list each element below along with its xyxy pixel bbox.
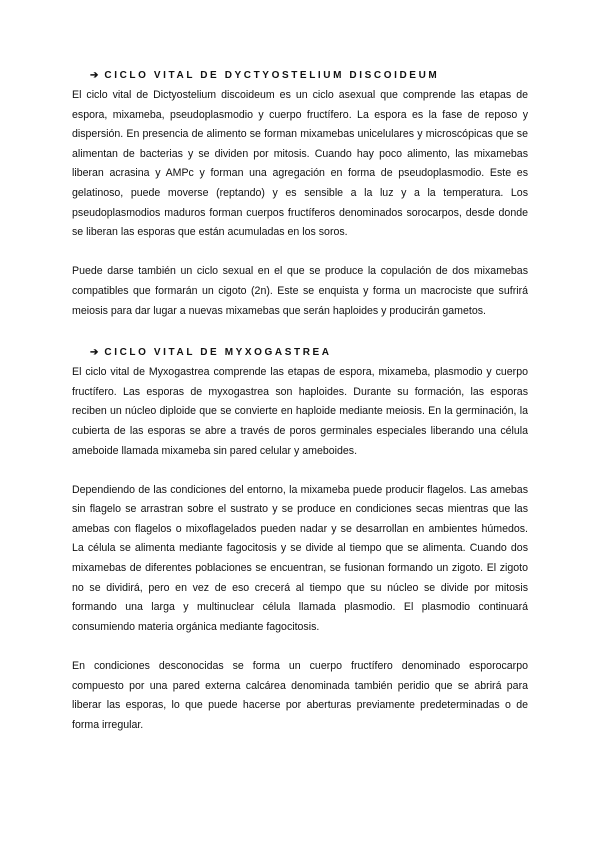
paragraph: Dependiendo de las condiciones del entorno, la mixameba puede producir flagelos. Las amebas sin flagelo se arrastran sobre el sustrato y se produce en condiciones secas mientras que las amebas con flagelos o mixoflagelados pueden nadar y se desarrollan en ambientes húmedos. La célula se alimenta mediante fagocitosis y se divide al tiempo que se alimenta. Cuando dos mixamebas de diferentes poblaciones se encuentran, se fusionan formando un zigoto. El zigoto no se dividirá, pero en vez de eso crecerá al tiempo que su núcleo se divide por mitosis formando una larga y multinuclear célula llamada plasmodio. El plasmodio continuará consumiendo materia orgánica mediante fagocitosis.: [72, 483, 528, 633]
section-title: CICLO VITAL DE MYXOGASTREA: [104, 347, 332, 359]
paragraph: El ciclo vital de Dictyostelium discoideum es un ciclo asexual que comprende las etapas de espora, mixameba, pseudoplasmodio y cuerpo fructífero. La espora es la fase de reposo y dispersión. En presencia de alimento se forman mixamebas unicelulares y microscópicas que se alimentan de bacterias y se dividen por mitosis. Cuando hay poco alimento, las mixamebas liberan acrasina y AMPc y forman una agregación en forma de pseudoplasmodio. Este es gelatinoso, puede moverse (reptando) y es sensible a la luz y a la temperatura. Los pseudoplasmodios maduros forman cuerpos fructíferos denominados sorocarpos, desde donde se liberan las esporas que están acumuladas en los soros.: [72, 89, 528, 239]
document-content: [72, 70, 528, 755]
paragraph: Puede darse también un ciclo sexual en el que se produce la copulación de dos mixamebas compatibles que formarán un cigoto (2n). Este se enquista y forma un macrociste que sufrirá meiosis para dar lugar a nuevas mixamebas que serán haploides y producirán gametos.: [72, 265, 528, 317]
paragraph: El ciclo vital de Myxogastrea comprende las etapas de espora, mixameba, plasmodio y cuerpo fructífero. Las esporas de myxogastrea son haploides. Durante su formación, las esporas reciben un núcleo diploide que se convierte en haploide mediante meiosis. En la germinación, la cubierta de las esporas se abre a través de poros germinales especiales liberando una célula ameboide llamada mixameba sin pared celular y ameboides.: [72, 366, 528, 457]
section-heading-dictyostelium: [90, 70, 528, 81]
section-heading-myxogastrea: [90, 347, 528, 358]
section-title: CICLO VITAL DE DYCTYOSTELIUM DISCOIDEUM: [104, 70, 440, 81]
paragraph: En condiciones desconocidas se forma un cuerpo fructífero denominado esporocarpo compuesto por una pared externa calcárea denominada también peridio que se abrirá para liberar las esporas, lo que puede hacerse por aberturas previamente predeterminadas o de forma irregular.: [72, 660, 528, 731]
arrow-icon: ➔: [90, 70, 99, 81]
arrow-icon: ➔: [90, 347, 99, 359]
